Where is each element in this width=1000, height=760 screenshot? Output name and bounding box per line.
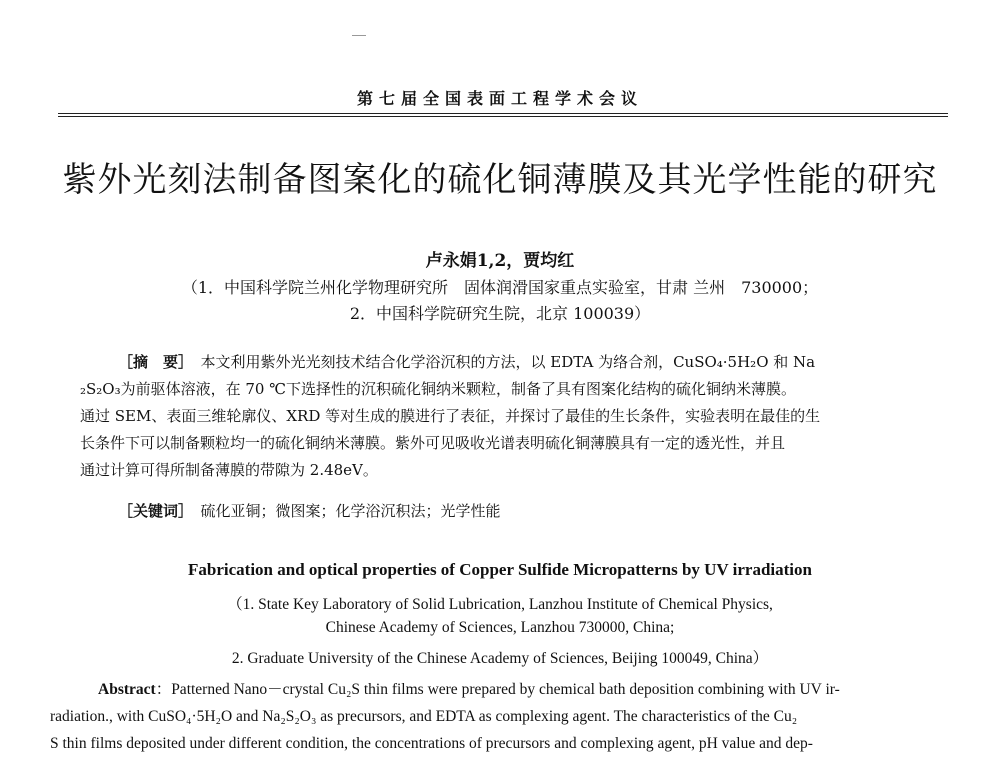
keywords-zh-text: 硫化亚铜；微图案；化学浴沉积法；光学性能 [200,502,501,520]
abstract-en-line: S thin films deposited under different condition, the concentrations of precursors and complexing agent, pH value and dep- [50,735,813,752]
affiliation-line-2: 2．中国科学院研究生院，北京 100039） [349,304,651,323]
abstract-en [50,676,950,757]
abstract-zh-line: ［摘 要］ 本文利用紫外光光刻技术结合化学浴沉积的方法，以 EDTA 为络合剂，CuSO₄·5H₂O 和 Na [118,353,816,371]
english-affiliation-3: 2. Graduate University of the Chinese Academy of Sciences, Beijing 100049, China） [231,650,769,667]
abstract-en-label: Abstract [98,681,156,698]
abstract-zh-line: 通过计算可得所制备薄膜的带隙为 2.48eV。 [80,461,378,479]
authors: 卢永娟1,2，贾均红 [425,251,575,271]
conference-header: 第七届全国表面工程学术会议 [356,89,643,108]
english-title: Fabrication and optical properties of Copper Sulfide Micropatterns by UV irradiation [188,560,812,579]
abstract-en-line: radiation., with CuSO₄·5H₂O and Na₂S₂O₃ as precursors, and EDTA as complexing agent. The characteristics of the Cu₂ [50,708,798,725]
scan-mark [352,35,366,36]
abstract-zh-line: 通过 SEM、表面三维轮廓仪、XRD 等对生成的膜进行了表征，并探讨了最佳的生长条件，实验表明在最佳的生 [80,407,821,425]
abstract-zh-line: ₂S₂O₃为前驱体溶液，在 70 ℃下选择性的沉积硫化铜纳米颗粒，制备了具有图案化结构的硫化铜纳米薄膜。 [80,380,797,398]
abstract-zh-line: 长条件下可以制备颗粒均一的硫化铜纳米薄膜。紫外可见吸收光谱表明硫化铜薄膜具有一定的透光性，并且 [80,434,786,452]
affiliation-line-1: （1．中国科学院兰州化学物理研究所 固体润滑国家重点实验室，甘肃 兰州 730000； [181,278,819,297]
header-rule-bottom [58,116,948,117]
header-rule-top [58,113,948,114]
abstract-zh-label: ［摘 要］ [118,353,186,371]
keywords-zh-label: ［关键词］ [118,502,186,520]
english-affiliation-1: （1. State Key Laboratory of Solid Lubrication, Lanzhou Institute of Chemical Physics, [227,596,773,613]
english-affiliation-2: Chinese Academy of Sciences, Lanzhou 730000, China; [325,619,675,636]
keywords-zh [118,500,501,521]
abstract-en-line: Abstract：Patterned Nano－crystal Cu₂S thin films were prepared by chemical bath deposition combining with UV ir- [98,681,840,698]
paper-title: 紫外光刻法制备图案化的硫化铜薄膜及其光学性能的研究 [62,160,938,200]
abstract-zh [80,349,950,484]
